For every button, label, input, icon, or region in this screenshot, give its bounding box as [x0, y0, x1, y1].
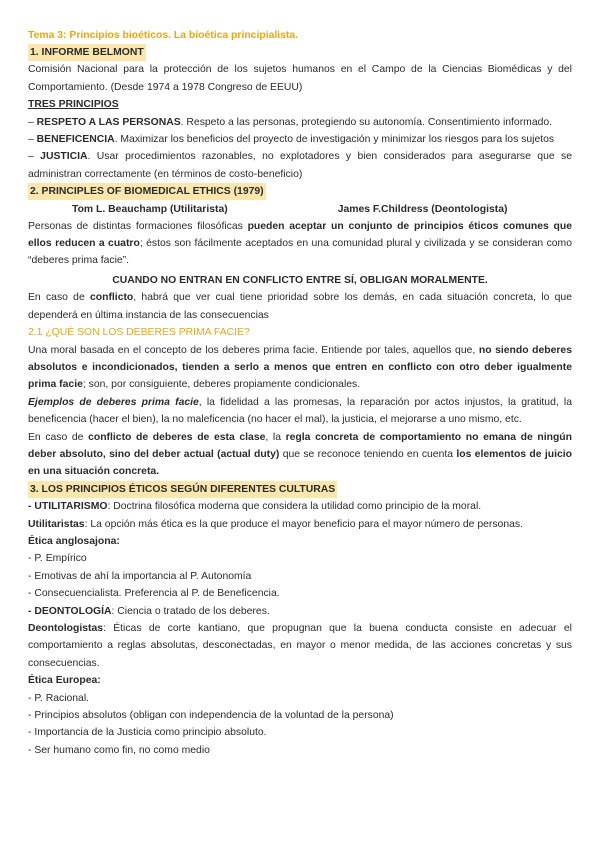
anglo-heading: Ética anglosajona: — [28, 535, 120, 547]
conflict-heading: CUANDO NO ENTRAN EN CONFLICTO ENTRE SÍ, OBLIGAN MORALMENTE. — [112, 274, 488, 286]
belmont-commission: Comisión Nacional para la protección de los sujetos humanos en el Campo de la Ciencias Biomédicas y del Comportamiento. (Desde 1974 a 1978 Congreso de EEUU) — [28, 64, 572, 93]
section-heading-cultures: 3. LOS PRINCIPIOS ÉTICOS SEGÚN DIFERENTES CULTURAS — [28, 481, 572, 498]
euro-heading: Ética Europea: — [28, 675, 101, 687]
biomedical-paragraph: Personas de distintas formaciones filosóficas pueden aceptar un conjunto de principios éticos comunes que ellos reducen a cuatro; éstos son fácilmente aceptados en una comunidad plural y civilizada y se consideran como “deberes prima facie”. — [28, 220, 572, 267]
author-beauchamp: Tom L. Beauchamp (Utilitarista) — [72, 203, 228, 215]
utilitarians-line: Utilitaristas: La opción más ética es la que produce el mayor beneficio para el mayor número de personas. — [28, 518, 523, 530]
deontologists-paragraph: Deontologistas: Éticas de corte kantiano, que propugnan que la buena conducta consiste en adecuar el comportamiento a reglas absolutas, desconectadas, en mayor o menor medida, de las acciones concretas y sus consecuencias. — [28, 623, 572, 669]
section-heading-biomedical: 2. PRINCIPLES OF BIOMEDICAL ETHICS (1979) — [28, 183, 572, 200]
anglo-item: - P. Empírico — [28, 553, 87, 565]
utilitarianism-line: - UTILITARISMO: Doctrina filosófica moderna que considera la utilidad como principio de la moral. — [28, 501, 482, 513]
principle-justice: – JUSTICIA. Usar procedimientos razonables, no explotadores y bien considerados para asegurarse que se administran correctamente (en términos de costo-beneficio) — [28, 151, 572, 180]
principle-beneficence: – BENEFICENCIA. Maximizar los beneficios del proyecto de investigación y minimizar los riesgos para los sujetos — [28, 134, 555, 146]
section-heading-belmont: 1. INFORME BELMONT — [28, 44, 572, 61]
anglo-item: - Consecuencialista. Preferencia al P. de Beneficencia. — [28, 588, 280, 600]
euro-item: - Ser humano como fin, no como medio — [28, 744, 210, 756]
authors-row — [28, 201, 572, 218]
euro-item: - P. Racional. — [28, 692, 90, 704]
author-childress: James F.Childress (Deontologista) — [337, 203, 508, 215]
three-principles-heading: TRES PRINCIPIOS — [28, 99, 119, 111]
conflict-paragraph: En caso de conflicto, habrá que ver cual tiene prioridad sobre los demás, en cada situación concreta, lo que dependerá en última instancia de las consecuencias — [28, 292, 572, 321]
section-heading-prima-facie: 2.1 ¿QUÉ SON LOS DEBERES PRIMA FACIE? — [28, 327, 250, 339]
euro-item: - Principios absolutos (obligan con independencia de la voluntad de la persona) — [28, 710, 394, 722]
euro-item: - Importancia de la Justicia como principio absoluto. — [28, 727, 267, 739]
prima-facie-paragraph-2: Ejemplos de deberes prima facie, la fidelidad a las promesas, la reparación por actos injustos, la gratitud, la beneficencia (hacer el bien), la no maleficencia (no hacer el mal), la justicia, el mejorarse a uno mismo, etc. — [28, 396, 572, 426]
prima-facie-paragraph-3: En caso de conflicto de deberes de esta clase, la regla concreta de comportamiento no emana de ningún deber absoluto, sino del deber actual (actual duty) que se reconoce teniendo en cuenta los elementos de juicio en una situación concreta. — [28, 431, 572, 478]
topic-title: Tema 3: Principios bioéticos. La bioética principialista. — [28, 30, 299, 41]
prima-facie-paragraph-1: Una moral basada en el concepto de los deberes prima facie. Entiende por tales, aquellos que, no siendo deberes absolutos e incondicionados, tienden a serlo a menos que entren en conflicto con otro deber igualmente prima facie; son, por consiguiente, deberes propiamente condicionales. — [28, 344, 572, 391]
deontology-line: - DEONTOLOGÍA: Ciencia o tratado de los deberes. — [28, 605, 270, 617]
principle-respect: – RESPETO A LAS PERSONAS. Respeto a las personas, protegiendo su autonomía. Consentimiento informado. — [28, 116, 553, 128]
anglo-item: - Emotivas de ahí la importancia al P. Autonomía — [28, 570, 252, 582]
